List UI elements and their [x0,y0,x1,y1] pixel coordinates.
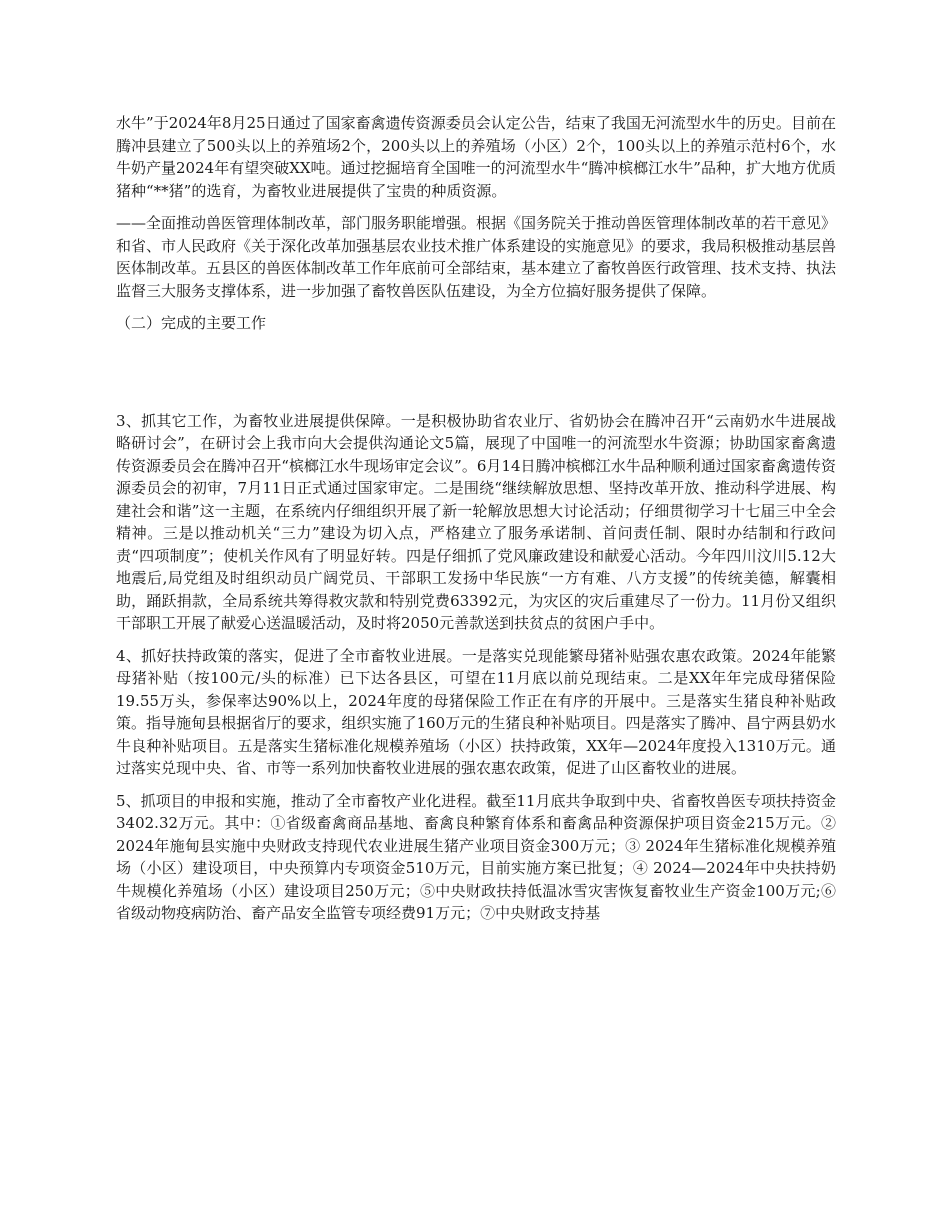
blank-space [116,335,836,410]
paragraph-item-3: 3、抓其它工作，为畜牧业进展提供保障。一是积极协助省农业厅、省奶协会在腾冲召开“云南奶水牛进展战略研讨会”，在研讨会上我市向大会提供沟通论文5篇，展现了中国唯一的河流型水牛资源；协助国家畜禽遗传资源委员会在腾冲召开“槟榔江水牛现场审定会议”。6月14日腾冲槟榔江水牛品种顺利通过国家畜禽遗传资源委员会的初审，7月11日正式通过国家审定。二是围绕“继续解放思想、坚持改革开放、推动科学进展、构建社会和谐”这一主题，在系统内仔细组织开展了新一轮解放思想大讨论活动；仔细贯彻学习十七届三中全会精神。三是以推动机关“三力”建设为切入点，严格建立了服务承诺制、首问责任制、限时办结制和行政问责“四项制度”；使机关作风有了明显好转。四是仔细抓了党风廉政建设和献爱心活动。今年四川汶川5.12大地震后,局党组及时组织动员广阔党员、干部职工发扬中华民族“一方有难、八方支援”的传统美德，解囊相助，踊跃捐款，全局系统共筹得救灾款和特别党费63392元，为灾区的灾后重建尽了一份力。11月份又组织干部职工开展了献爱心送温暖活动，及时将2050元善款送到扶贫点的贫困户手中。 [116,411,836,632]
paragraph-vet-reform: ——全面推动兽医管理体制改革，部门服务职能增强。根据《国务院关于推动兽医管理体制改革的若干意见》和省、市人民政府《关于深化改革加强基层农业技术推广体系建设的实施意见》的要求，我局积极推动基层兽医体制改革。五县区的兽医体制改革工作年底前可全部结束，基本建立了畜牧兽医行政管理、技术支持、执法监督三大服务支撑体系，进一步加强了畜牧兽医队伍建设，为全方位搞好服务提供了保障。 [116,214,837,300]
section-heading: （二）完成的主要工作 [116,314,267,332]
paragraph-item-4: 4、抓好扶持政策的落实，促进了全市畜牧业进展。一是落实兑现能繁母猪补贴强农惠农政策。2024年能繁母猪补贴（按100元/头的标准）已下达各县区，可望在11月底以前兑现结束。二是XX年年完成母猪保险19.55万头，参保率达90%以上，2024年度的母猪保险工作正在有序的开展中。三是落实生猪良种补贴政策。指导施甸县根据省厅的要求，组织实施了160万元的生猪良种补贴项目。四是落实了腾冲、昌宁两县奶水牛良种补贴项目。五是落实生猪标准化规模养殖场（小区）扶持政策，XX年—2024年度投入1310万元。通过落实兑现中央、省、市等一系列加快畜牧业进展的强农惠农政策，促进了山区畜牧业的进展。 [116,646,836,777]
document-body [116,112,836,935]
paragraph-item-5: 5、抓项目的申报和实施，推动了全市畜牧产业化进程。截至11月底共争取到中央、省畜牧兽医专项扶持资金3402.32万元。其中：①省级畜禽商品基地、畜禽良种繁育体系和畜禽品种资源保护项目资金215万元。② 2024年施甸县实施中央财政支持现代农业进展生猪产业项目资金300万元；③ 2024年生猪标准化规模养殖场（小区）建设项目，中央预算内专项资金510万元，目前实施方案已批复；④ 2024—2024年中央扶持奶牛规模化养殖场（小区）建设项目250万元；⑤中央财政扶持低温冰雪灾害恢复畜牧业生产资金100万元;⑥ 省级动物疫病防治、畜产品安全监管专项经费91万元；⑦中央财政支持基 [116,791,836,922]
paragraph-buffalo-breed: 水牛”于2024年8月25日通过了国家畜禽遗传资源委员会认定公告，结束了我国无河流型水牛的历史。目前在腾冲县建立了500头以上的养殖场2个，200头以上的养殖场（小区）2个，100头以上的养殖示范村6个，水牛奶产量2024年有望突破XX吨。通过挖掘培育全国唯一的河流型水牛“腾冲槟榔江水牛”品种，扩大地方优质猪种“**猪”的选育，为畜牧业进展提供了宝贵的种质资源。 [116,114,836,200]
